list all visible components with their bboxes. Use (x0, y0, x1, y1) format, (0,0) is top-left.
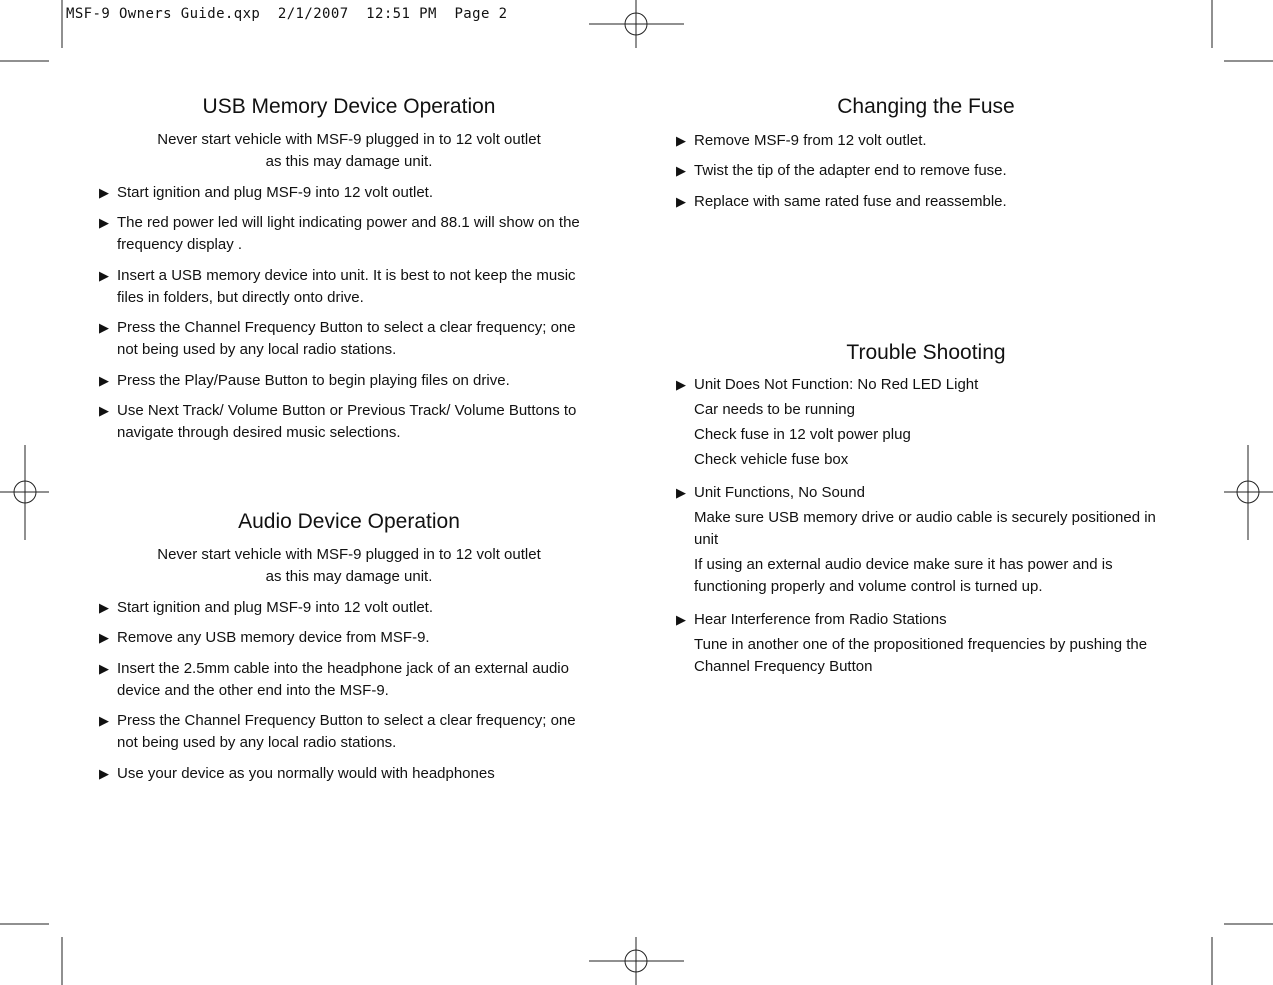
trouble-item-line: Car needs to be running (694, 401, 855, 418)
triangle-right-icon: ▶ (99, 765, 109, 781)
audio-step-text: Use your device as you normally would with headphones (117, 764, 495, 782)
fuse-step-text: Remove MSF-9 from 12 volt outlet. (694, 131, 927, 149)
usb-section (99, 93, 599, 444)
trouble-item-title: Unit Functions, No Sound (694, 484, 865, 501)
usb-step (99, 212, 599, 256)
fuse-section (676, 93, 1176, 213)
triangle-right-icon: ▶ (99, 630, 109, 645)
triangle-right-icon: ▶ (99, 320, 109, 335)
usb-warning-line2: as this may damage unit. (265, 153, 433, 170)
trouble-item (676, 609, 1176, 678)
audio-heading: Audio Device Operation (238, 510, 460, 533)
right-column (676, 93, 1176, 793)
trouble-item-title: Hear Interference from Radio Stations (694, 611, 947, 628)
usb-step-text: Start ignition and plug MSF-9 into 12 volt outlet. (117, 183, 434, 201)
audio-step (99, 658, 599, 702)
usb-warning (99, 129, 599, 173)
trouble-item-line: If using an external audio device make sure it has power and is functioning properly and volume control is turned up. (694, 556, 1113, 595)
registration-target-icon-bottom (589, 937, 684, 985)
trouble-item (676, 482, 1176, 598)
registration-target-icon-top (589, 0, 684, 48)
triangle-right-icon: ▶ (99, 215, 109, 230)
triangle-right-icon: ▶ (676, 485, 686, 500)
trouble-item-line: Check fuse in 12 volt power plug (694, 426, 911, 443)
trouble-item-title: Unit Does Not Function: No Red LED Light (694, 376, 979, 393)
usb-step-text: Press the Play/Pause Button to begin playing files on drive. (117, 371, 510, 389)
fuse-step (676, 160, 1176, 182)
fuse-step (676, 191, 1176, 213)
usb-step (99, 370, 599, 392)
trouble-item-line: Tune in another one of the propositioned frequencies by pushing the Channel Frequency Button (694, 636, 1148, 675)
audio-step-text: Start ignition and plug MSF-9 into 12 volt outlet. (117, 598, 434, 616)
triangle-right-icon: ▶ (99, 660, 109, 676)
usb-step-text: Insert a USB memory device into unit. It is best to not keep the music files in folders, but directly onto drive. (117, 266, 576, 306)
usb-step (99, 265, 599, 309)
fuse-step-text: Twist the tip of the adapter end to remove fuse. (694, 162, 1007, 179)
registration-target-icon-left (0, 445, 49, 540)
printer-slug-line: MSF-9 Owners Guide.qxp 2/1/2007 12:51 PM Page 2 (66, 6, 508, 22)
triangle-right-icon: ▶ (99, 713, 109, 728)
fuse-steps-list (676, 130, 1176, 213)
trouble-item-line: Make sure USB memory drive or audio cable is securely positioned in unit (694, 509, 1156, 548)
audio-steps-list (99, 597, 599, 785)
usb-steps-list (99, 182, 599, 445)
usb-heading: USB Memory Device Operation (202, 95, 496, 118)
triangle-right-icon: ▶ (99, 403, 109, 418)
fuse-heading: Changing the Fuse (837, 95, 1015, 118)
trouble-item (676, 374, 1176, 471)
audio-step (99, 627, 599, 649)
fuse-step-text: Replace with same rated fuse and reassemble. (694, 192, 1007, 210)
left-column (99, 93, 599, 785)
audio-step (99, 710, 599, 754)
triangle-right-icon: ▶ (676, 612, 686, 627)
usb-step-text: Use Next Track/ Volume Button or Previous Track/ Volume Buttons to navigate through desired music selections. (117, 402, 577, 441)
triangle-right-icon: ▶ (99, 599, 109, 615)
audio-section (99, 508, 599, 785)
audio-warning-line1: Never start vehicle with MSF-9 plugged in to 12 volt outlet (157, 546, 541, 563)
audio-step (99, 763, 599, 785)
trouble-list (676, 374, 1176, 678)
audio-step-text: Insert the 2.5mm cable into the headphone jack of an external audio device and the other end into the MSF-9. (117, 659, 569, 699)
triangle-right-icon: ▶ (99, 184, 109, 200)
registration-target-icon-right (1224, 445, 1273, 540)
audio-step-text: Remove any USB memory device from MSF-9. (117, 629, 430, 646)
usb-step (99, 317, 599, 361)
usb-warning-line1: Never start vehicle with MSF-9 plugged in to 12 volt outlet (157, 131, 541, 148)
usb-step-text: The red power led will light indicating power and 88.1 will show on the frequency display . (117, 214, 580, 253)
triangle-right-icon: ▶ (99, 372, 109, 388)
audio-warning-line2: as this may damage unit. (265, 568, 433, 585)
trouble-item-line: Check vehicle fuse box (694, 451, 849, 468)
usb-step-text: Press the Channel Frequency Button to select a clear frequency; one not being used by any local radio stations. (117, 319, 576, 358)
fuse-step (676, 130, 1176, 152)
audio-step (99, 597, 599, 619)
trouble-heading: Trouble Shooting (846, 341, 1006, 364)
triangle-right-icon: ▶ (676, 377, 686, 392)
triangle-right-icon: ▶ (676, 163, 686, 178)
audio-warning (99, 544, 599, 588)
triangle-right-icon: ▶ (99, 267, 109, 283)
triangle-right-icon: ▶ (676, 193, 686, 209)
triangle-right-icon: ▶ (676, 132, 686, 148)
usb-step (99, 400, 599, 444)
usb-step (99, 182, 599, 204)
audio-step-text: Press the Channel Frequency Button to select a clear frequency; one not being used by any local radio stations. (117, 712, 576, 751)
